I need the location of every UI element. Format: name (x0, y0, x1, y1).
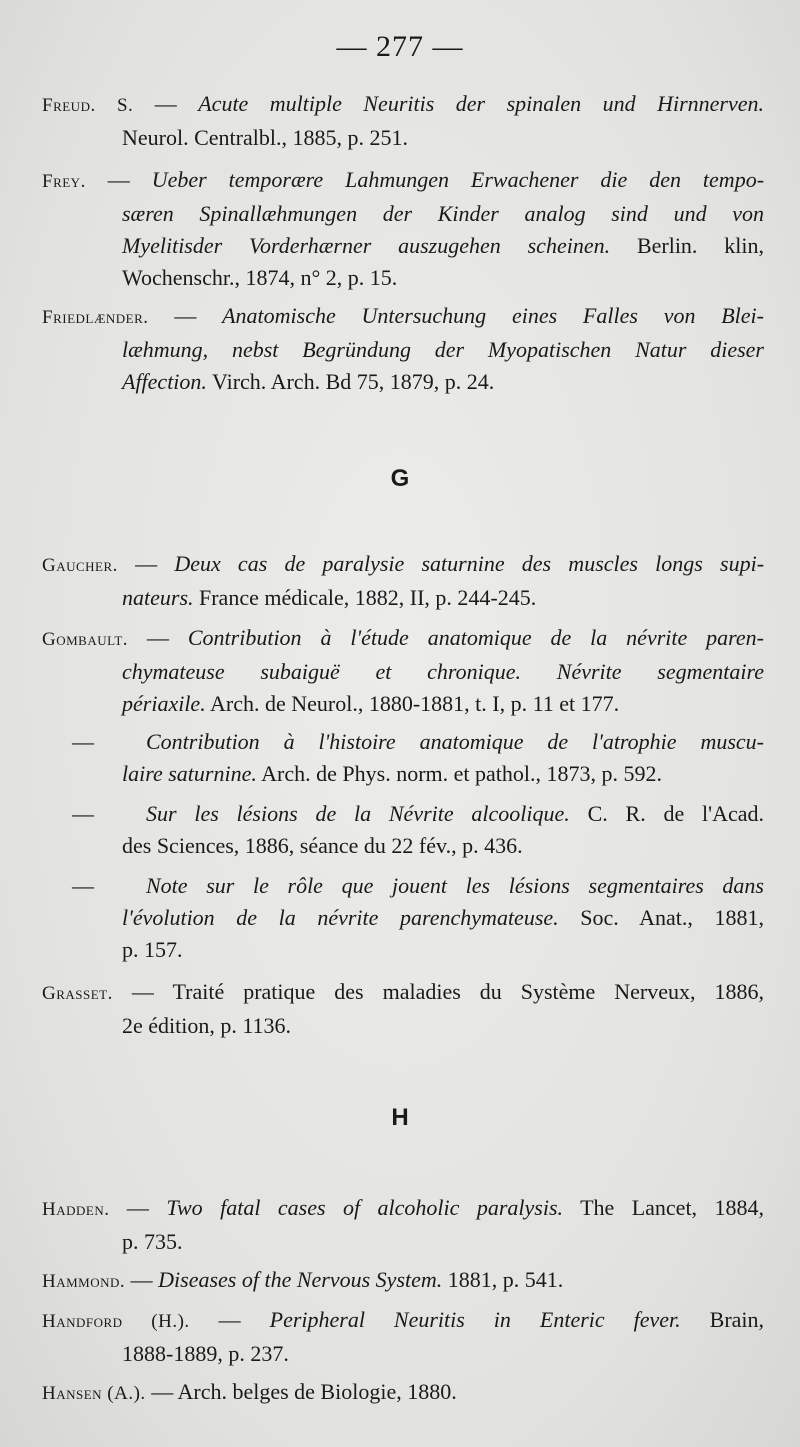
citation-source: Arch. de Phys. norm. et pathol., 1873, p. 592. (261, 761, 663, 786)
bib-entry-gombault-2: — Contribution à l'histoire anatomique de l'atrophie muscu- laire saturnine. Arch. de Phys. norm. et pathol., 1873, p. 592. (42, 726, 764, 790)
page-number: — 277 — (336, 30, 464, 63)
author-name: Grasset. (42, 983, 113, 1004)
work-title: Contribution à l'histoire anatomique de l'atrophie muscu- (146, 729, 764, 754)
author-name: Hadden. (42, 1199, 110, 1220)
citation-source: Virch. Arch. Bd 75, 1879, p. 24. (212, 369, 495, 394)
author-name: Friedlænder. (42, 307, 149, 328)
citation-source: C. R. de l'Acad. (587, 801, 765, 826)
work-title: Anatomische Untersuchung eines Falles von Blei- (222, 303, 764, 328)
work-title: Peripheral Neuritis in Enteric fever. (269, 1307, 681, 1332)
work-title: Sur les lésions de la Névrite alcoolique. (146, 801, 570, 826)
author-name: Gaucher. (42, 555, 118, 576)
bib-entry-hadden: Hadden. — Two fatal cases of alcoholic paralysis. The Lancet, 1884, p. 735. (42, 1195, 764, 1254)
author-name: Handford (H.). (42, 1311, 190, 1332)
ditto-dash: — (72, 873, 94, 898)
bib-entry-gombault: Gombault. — Contribution à l'étude anatomique de la névrite paren- chymateuse subaiguë et chronique. Névrite segmentaire périaxile. Arch. de Neurol., 1880-1881, t. I, p. 11 et 177. (42, 625, 764, 716)
citation-source: France médicale, 1882, II, p. 244-245. (199, 585, 537, 610)
work-title: Ueber temporære Lahmungen Erwachener die den tempo- (151, 167, 765, 192)
section-heading-g: G (390, 465, 410, 492)
citation-source: Soc. Anat., 1881, (580, 905, 764, 930)
citation-source: The Lancet, 1884, (580, 1195, 764, 1220)
citation-source: Berlin. klin, (636, 233, 764, 258)
section-heading-h: H (391, 1104, 409, 1131)
work-title: Note sur le rôle que jouent les lésions segmentaires dans (146, 873, 764, 898)
author-name: Hansen (A.). (42, 1383, 146, 1404)
author-name: Hammond. (42, 1271, 126, 1292)
citation-source: Arch. belges de Biologie, 1880. (177, 1379, 457, 1404)
bib-entry-handford: Handford (H.). — Peripheral Neuritis in Enteric fever. Brain, 1888-1889, p. 237. (42, 1307, 765, 1366)
bib-entry-frey: Frey. — Ueber temporære Lahmungen Erwachener die den tempo- særen Spinallæhmungen der Kinder analog sind und von Myelitisder Vorderhærner auszugehen scheinen. Berlin. klin, Wochenschr., 1874, n° 2, p. 15. (42, 167, 765, 290)
work-title: Deux cas de paralysie saturnine des muscles longs supi- (174, 551, 765, 576)
bib-entry-hammond: Hammond. — Diseases of the Nervous System. 1881, p. 541. (42, 1267, 564, 1292)
bib-entry-gombault-4: — Note sur le rôle que jouent les lésions segmentaires dans l'évolution de la névrite parenchymateuse. Soc. Anat., 1881, p. 157. (42, 870, 764, 966)
work-title: Contribution à l'étude anatomique de la névrite paren- (187, 625, 764, 650)
bib-entry-gombault-3: — Sur les lésions de la Névrite alcoolique. C. R. de l'Acad. des Sciences, 1886, séance du 22 fév., p. 436. (42, 798, 764, 862)
bib-entry-freud: Freud. S. — Acute multiple Neuritis der spinalen und Hirnnerven. Neurol. Centralbl., 1885, p. 251. (42, 88, 764, 154)
work-title: Two fatal cases of alcoholic paralysis. (166, 1195, 564, 1220)
bib-entry-gaucher: Gaucher. — Deux cas de paralysie saturnine des muscles longs supi- nateurs. France médicale, 1882, II, p. 244-245. (42, 551, 765, 610)
ditto-dash: — (72, 729, 94, 754)
work-title: Diseases of the Nervous System. (158, 1267, 443, 1292)
bib-entry-grasset: Grasset. — Traité pratique des maladies du Système Nerveux, 1886, 2e édition, p. 1136. (42, 979, 765, 1038)
bib-entry-friedlaender: Friedlænder. — Anatomische Untersuchung eines Falles von Blei- læhmung, nebst Begründung der Myopatischen Natur dieser Affection. Virch. Arch. Bd 75, 1879, p. 24. (42, 303, 764, 394)
citation-source: Brain, (709, 1307, 765, 1332)
bib-entry-hansen: Hansen (A.). — Arch. belges de Biologie, 1880. (42, 1379, 457, 1404)
author-name: Gombault. (42, 629, 129, 650)
citation-source: Arch. de Neurol., 1880-1881, t. I, p. 11 et 177. (210, 691, 620, 716)
citation-source: Traité pratique des maladies du Système Nerveux, 1886, (172, 979, 765, 1004)
author-name: Frey. (42, 171, 86, 192)
citation-source: 1881, p. 541. (447, 1267, 564, 1292)
ditto-dash: — (72, 801, 94, 826)
author-name: Freud. S. (42, 95, 134, 116)
work-title: Acute multiple Neuritis der spinalen und Hirnnerven. (198, 91, 765, 116)
citation-source: Neurol. Centralbl., 1885, p. 251. (122, 125, 408, 150)
